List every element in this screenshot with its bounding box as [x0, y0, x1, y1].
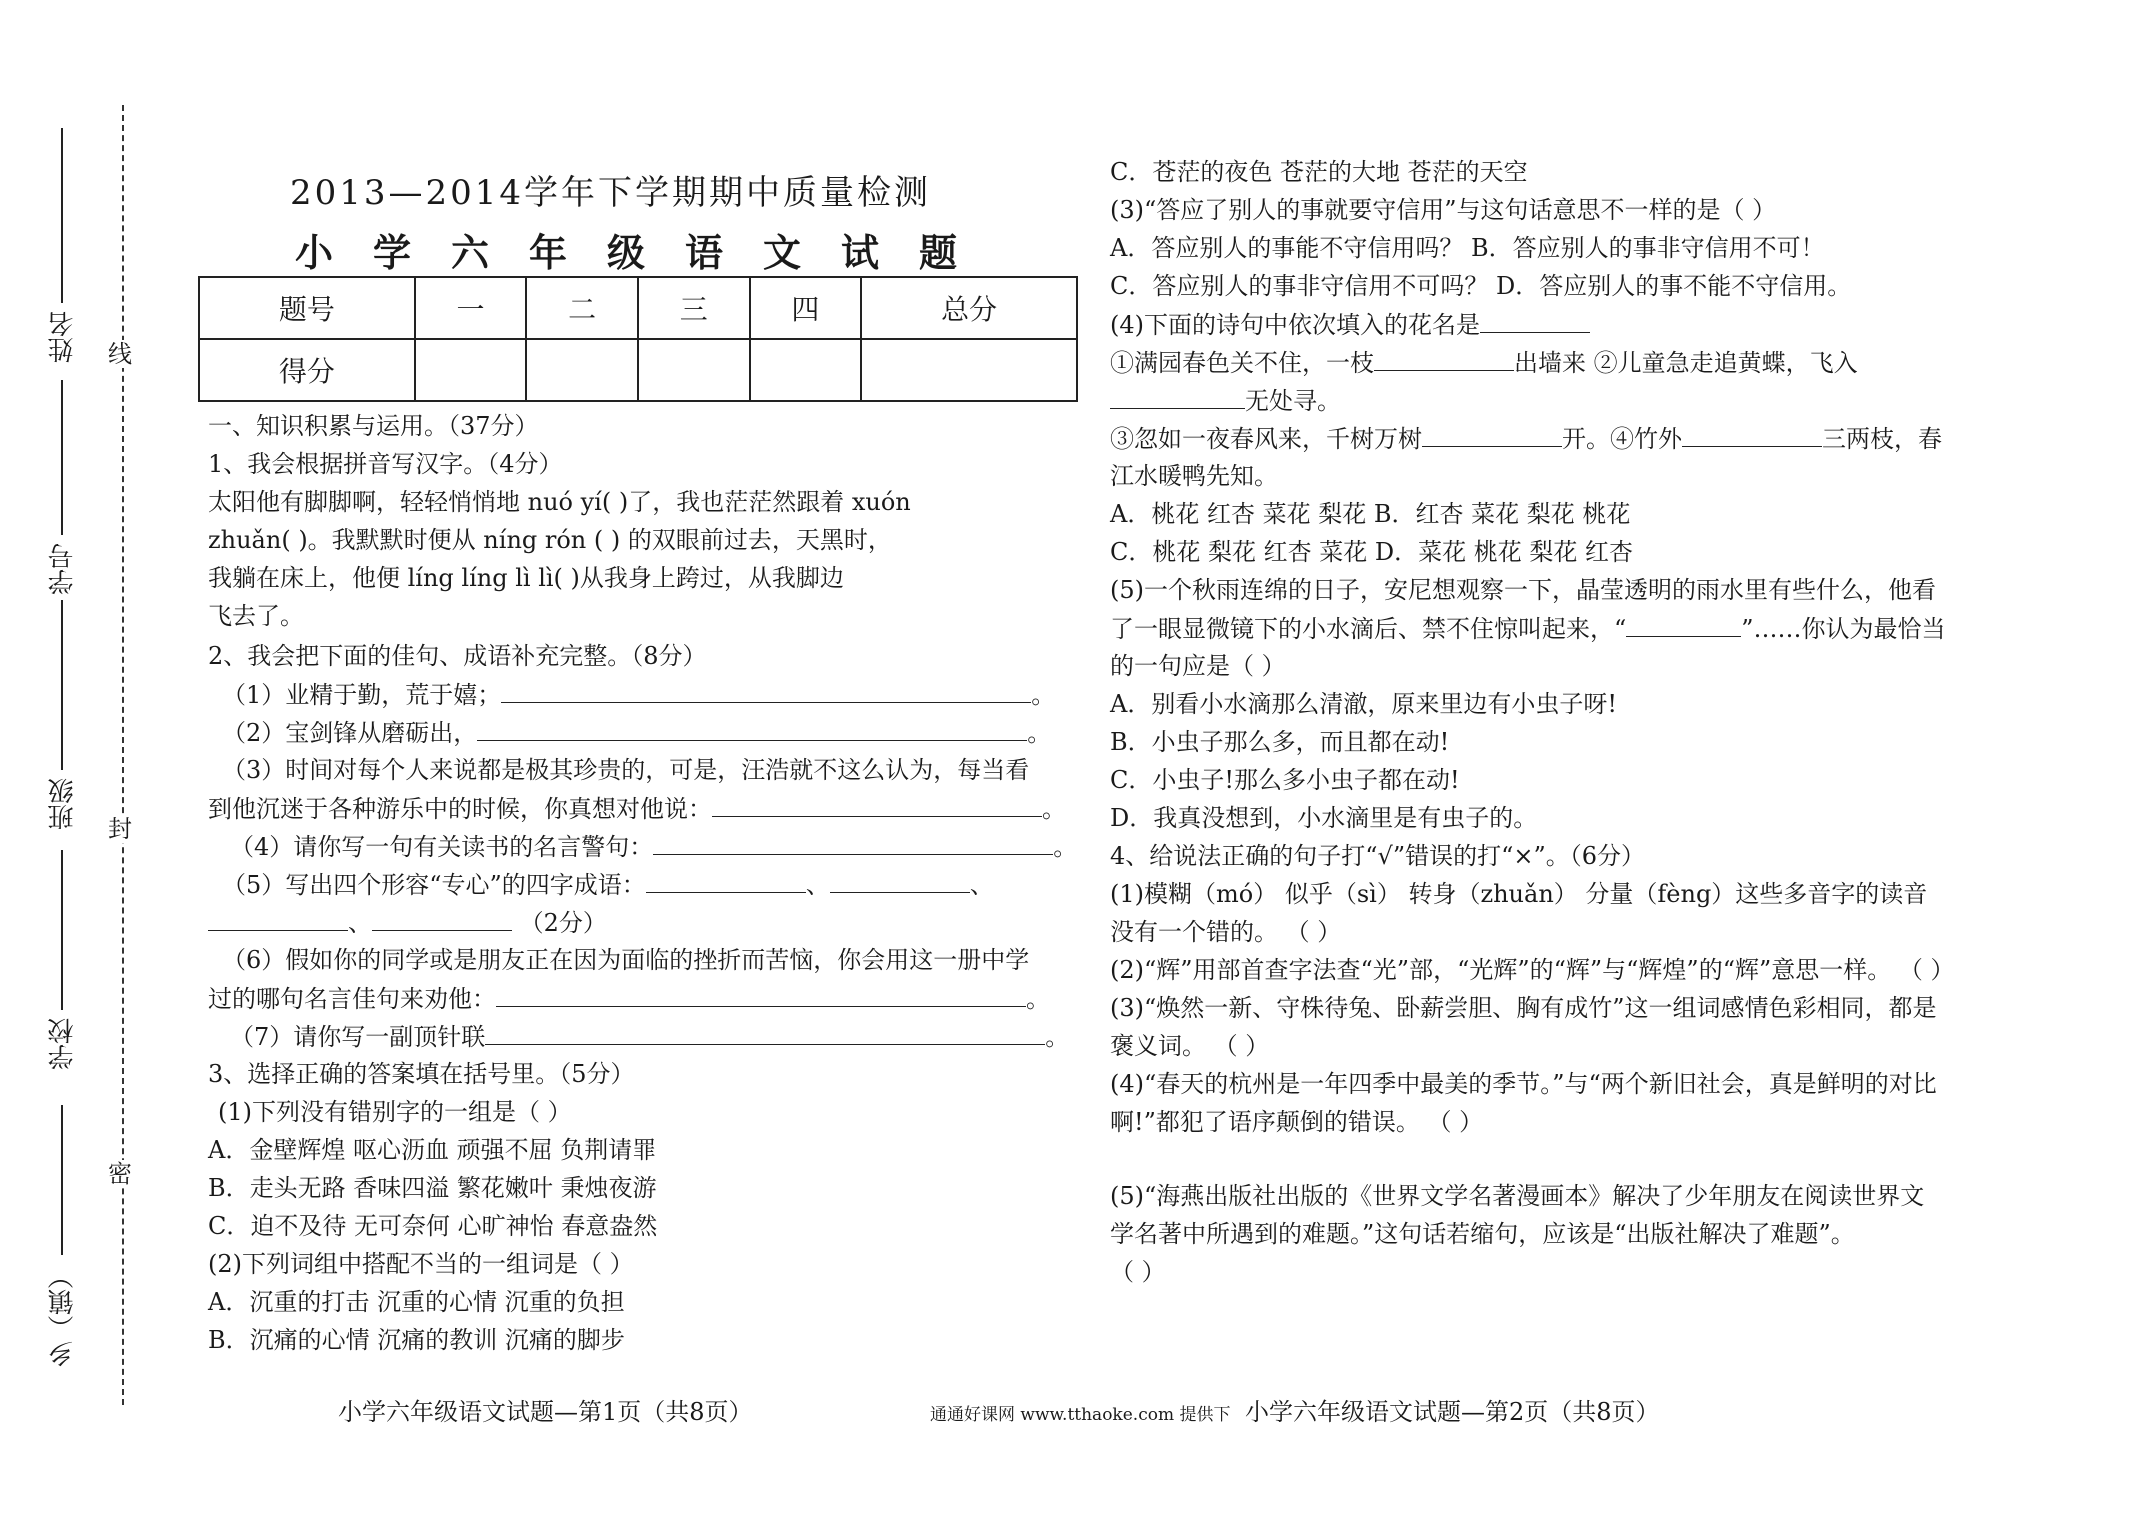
score-input-cell[interactable]	[415, 339, 527, 401]
q2-3-text: 到他沉迷于各种游乐中的时候，你真想对他说：	[208, 795, 712, 823]
q3-4-poem-line	[1110, 422, 1942, 455]
q1-heading: 1、我会根据拼音写汉字。（4分）	[208, 450, 563, 478]
seal-char-seal: 封	[108, 815, 132, 843]
q4-5-line: （ ）	[1110, 1258, 1166, 1286]
q2-3: 到他沉迷于各种游乐中的时候，你真想对他说： 。	[208, 792, 1066, 825]
q2-5-blank[interactable]	[830, 868, 970, 893]
score-cell: 四	[750, 277, 862, 339]
q2-1: （1）业精于勤，荒于嬉； 。	[222, 678, 1055, 711]
footer-page-left: 小学六年级语文试题—第1页（共8页）	[338, 1398, 753, 1426]
q3-4-poem-text: 三两枝，春	[1822, 425, 1942, 453]
exam-subtitle: 小学六年级语文试题	[295, 231, 998, 275]
q3-1-option-a: A．金壁辉煌 呕心沥血 顽强不屈 负荆请罪	[208, 1136, 657, 1164]
score-cell: 二	[526, 277, 638, 339]
q2-7-blank[interactable]	[485, 1020, 1045, 1045]
field-name-label: 姓名	[47, 311, 78, 363]
footer-page-right: 小学六年级语文试题—第2页（共8页）	[1245, 1398, 1660, 1426]
q3-5-text-line: (5)一个秋雨连绵的日子，安尼想观察一下，晶莹透明的雨水里有些什么，他看	[1110, 576, 1936, 604]
q3-5-text-line: 的一句应是（ ）	[1110, 652, 1286, 680]
field-class-label: 班级	[47, 778, 78, 830]
q4-3-line: 褒义词。 （ ）	[1110, 1032, 1270, 1060]
q3-4-poem-text: ③忽如一夜春风来，千树万树	[1110, 425, 1422, 453]
q3-4-poem-text: 开。④竹外	[1562, 425, 1682, 453]
q3-5-text-line	[1110, 612, 1946, 645]
q3-4-options-ab: A．桃花 红杏 菜花 梨花 B．红杏 菜花 梨花 桃花	[1110, 500, 1631, 528]
score-cell: 总分	[861, 277, 1077, 339]
q3-5-option-a: A．别看小水滴那么清澈，原来里边有小虫子呀!	[1110, 690, 1617, 718]
score-input-cell[interactable]	[638, 339, 750, 401]
q2-5-text: （5）写出四个形容“专心”的四字成语：	[222, 871, 646, 899]
section-1-heading: 一、知识积累与运用。（37分）	[208, 412, 539, 440]
score-cell: 一	[415, 277, 527, 339]
q2-7-text: （7）请你写一副顶针联	[230, 1023, 486, 1051]
q2-1-blank[interactable]	[501, 678, 1031, 703]
field-student-id-label: 学号	[47, 543, 78, 595]
exam-title: 2013—2014学年下学期期中质量检测	[290, 173, 932, 213]
q4-3-line: (3)“焕然一新、守株待兔、卧薪尝胆、胸有成竹”这一组词感情色彩相同，都是	[1110, 994, 1937, 1022]
footer-source: 通通好课网 www.tthaoke.com 提供下	[930, 1405, 1231, 1425]
q3-4-poem-text: 出墙来 ②儿童急走追黄蝶，飞入	[1514, 349, 1858, 377]
q3-4-poem-line: 江水暖鸭先知。	[1110, 462, 1278, 490]
q2-5: （5）写出四个形容“专心”的四字成语： 、 、	[222, 868, 994, 901]
score-table-score-row	[199, 339, 1077, 401]
score-table	[198, 276, 1078, 402]
seal-dashed-line	[122, 105, 124, 1405]
q2-5-blank[interactable]	[372, 906, 512, 931]
q2-6-blank[interactable]	[496, 982, 1026, 1007]
field-student-id[interactable]	[42, 380, 82, 603]
q2-4: （4）请你写一句有关读书的名言警句： 。	[230, 830, 1077, 863]
q2-heading: 2、我会把下面的佳句、成语补充完整。（8分）	[208, 642, 707, 670]
q3-5-text: 了一眼显微镜下的小水滴后、禁不住惊叫起来，“	[1110, 615, 1627, 643]
q3-2-option-b: B．沉痛的心情 沉痛的教训 沉痛的脚步	[208, 1326, 625, 1354]
q3-1-option-c: C．迫不及待 无可奈何 心旷神怡 春意盎然	[208, 1212, 658, 1240]
q4-5-line: (5)“海燕出版社出版的《世界文学名著漫画本》解决了少年朋友在阅读世界文	[1110, 1182, 1925, 1210]
q2-2: （2）宝剑锋从磨砺出， 。	[222, 716, 1051, 749]
q2-2-blank[interactable]	[477, 716, 1027, 741]
q4-1-line: (1)模糊（mó） 似乎（sì） 转身（zhuǎn） 分量（fèng）这些多音字的读音	[1110, 880, 1928, 908]
q4-4-line: 啊!”都犯了语序颠倒的错误。 （ ）	[1110, 1108, 1484, 1136]
q3-5-blank[interactable]	[1626, 612, 1741, 637]
q3-4-poem-text: 无处寻。	[1245, 387, 1341, 415]
q3-5-option-d: D．我真没想到，小水滴里是有虫子的。	[1110, 804, 1538, 832]
q3-4-options-cd: C．桃花 梨花 红杏 菜花 D．菜花 桃花 梨花 红杏	[1110, 538, 1634, 566]
score-input-cell[interactable]	[526, 339, 638, 401]
q3-4-blank[interactable]	[1682, 422, 1822, 447]
q3-2-question: (2)下列词组中搭配不当的一组词是（ ）	[208, 1250, 634, 1278]
q2-5-points: （2分）	[519, 909, 607, 937]
q1-text-line: 太阳他有脚脚啊，轻轻悄悄地 nuó yí( )了，我也茫茫然跟着 xuón	[208, 488, 911, 516]
q2-6-text: 过的哪句名言佳句来劝他：	[208, 985, 496, 1013]
q3-3-question: (3)“答应了别人的事就要守信用”与这句话意思不一样的是（ ）	[1110, 196, 1777, 224]
q3-2-option-c: C．苍茫的夜色 苍茫的大地 苍茫的天空	[1110, 158, 1528, 186]
q2-4-blank[interactable]	[653, 830, 1053, 855]
q3-4-poem-text: ①满园春色关不住，一枝	[1110, 349, 1374, 377]
q3-4-poem-line	[1110, 346, 1858, 379]
score-table-header-row	[199, 277, 1077, 339]
q1-text-line: 我躺在床上，他便 líng líng lì lì( )从我身上跨过，从我脚边	[208, 564, 844, 592]
q3-4-blank[interactable]	[1422, 422, 1562, 447]
q2-5-blank[interactable]	[208, 906, 348, 931]
q2-2-text: （2）宝剑锋从磨砺出，	[222, 719, 478, 747]
score-input-cell[interactable]	[861, 339, 1077, 401]
q3-4-question-text: (4)下面的诗句中依次填入的花名是	[1110, 311, 1480, 339]
q3-1-option-b: B．走头无路 香味四溢 繁花嫩叶 秉烛夜游	[208, 1174, 657, 1202]
q3-1-question: (1)下列没有错别字的一组是（ ）	[218, 1098, 572, 1126]
field-name[interactable]	[42, 128, 82, 371]
q4-5-line: 学名著中所遇到的难题。”这句话若缩句，应该是“出版社解决了难题”。	[1110, 1220, 1855, 1248]
q3-5-option-b: B．小虫子那么多，而且都在动!	[1110, 728, 1450, 756]
q3-5-option-c: C．小虫子!那么多小虫子都在动!	[1110, 766, 1460, 794]
q3-4-blank[interactable]	[1374, 346, 1514, 371]
q2-7: （7）请你写一副顶针联 。	[230, 1020, 1069, 1053]
seal-char-secret: 密	[108, 1160, 132, 1188]
q2-5-cont: 、 （2分）	[208, 906, 607, 939]
q3-4-question	[1110, 308, 1590, 341]
q3-heading: 3、选择正确的答案填在括号里。（5分）	[208, 1060, 635, 1088]
q3-2-option-a: A．沉重的打击 沉重的心情 沉重的负担	[208, 1288, 625, 1316]
score-cell: 题号	[199, 277, 415, 339]
field-town[interactable]	[42, 1105, 82, 1375]
score-input-cell[interactable]	[750, 339, 862, 401]
q2-4-text: （4）请你写一句有关读书的名言警句：	[230, 833, 654, 861]
score-cell: 三	[638, 277, 750, 339]
q2-3-blank[interactable]	[712, 792, 1042, 817]
field-school-label: 学校	[47, 1018, 78, 1070]
q2-3-text-line: （3）时间对每个人来说都是极其珍贵的，可是，汪浩就不这么认为，每当看	[222, 756, 1030, 784]
q2-5-blank[interactable]	[646, 868, 806, 893]
q3-4-blank[interactable]	[1110, 384, 1245, 409]
q2-6: 过的哪句名言佳句来劝他： 。	[208, 982, 1050, 1015]
field-town-label: 乡（镇）	[47, 1263, 78, 1367]
q4-4-line: (4)“春天的杭州是一年四季中最美的季节。”与“两个新旧社会，真是鲜明的对比	[1110, 1070, 1937, 1098]
q1-text-line: 飞去了。	[208, 602, 304, 630]
q4-heading: 4、给说法正确的句子打“√”错误的打“×”。（6分）	[1110, 842, 1646, 870]
q2-6-text-line: （6）假如你的同学或是朋友正在因为面临的挫折而苦恼，你会用这一册中学	[222, 946, 1030, 974]
field-school[interactable]	[42, 850, 82, 1078]
q4-1-line: 没有一个错的。 （ ）	[1110, 918, 1342, 946]
q3-3-options-cd: C．答应别人的事非守信用不可吗？ D．答应别人的事不能不守信用。	[1110, 272, 1852, 300]
q3-4-blank[interactable]	[1480, 308, 1590, 333]
score-cell: 得分	[199, 339, 415, 401]
q2-1-text: （1）业精于勤，荒于嬉；	[222, 681, 502, 709]
q3-3-options-ab: A．答应别人的事能不守信用吗？ B．答应别人的事非守信用不可！	[1110, 234, 1825, 262]
q3-4-poem-line	[1110, 384, 1341, 417]
q4-2-line: (2)“辉”用部首查字法查“光”部，“光辉”的“辉”与“辉煌”的“辉”意思一样。 （ ）	[1110, 956, 1955, 984]
field-class[interactable]	[42, 600, 82, 838]
q3-5-text: ”……你认为最恰当	[1741, 615, 1946, 643]
q1-text-line: zhuǎn( )。我默默时便从 níng rón ( ) 的双眼前过去，天黑时，	[208, 526, 892, 554]
seal-char-line: 线	[108, 340, 132, 368]
